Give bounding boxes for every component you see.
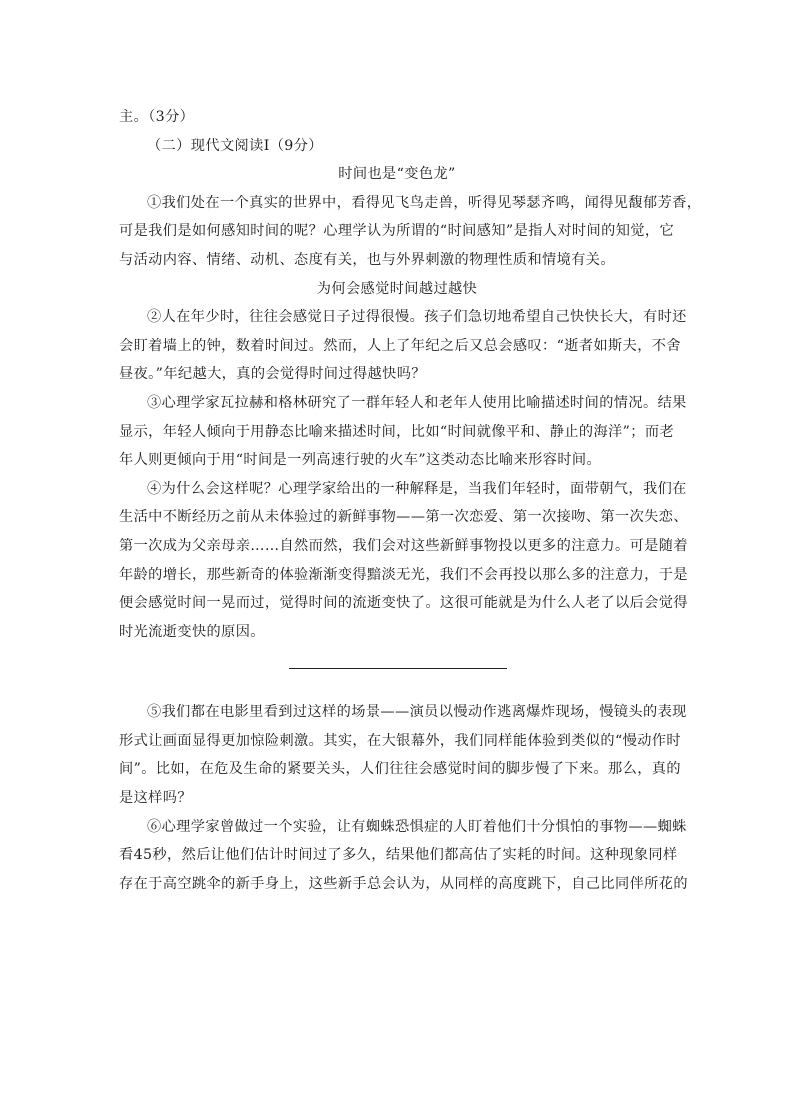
section-heading: （二）现代文阅读Ⅰ（9分） <box>147 137 323 154</box>
article-title: 时间也是“变色龙” <box>338 166 456 183</box>
blank-underline <box>289 668 507 669</box>
previous-question-tail: 主。（3分） <box>119 109 195 125</box>
paragraph-3-line-3: 年人则更倾向于用“时间是一列高速行驶的火车”这类动态比喻来形容时间。 <box>119 452 602 469</box>
paragraph-5-line-3: 间”。比如，在危及生命的紧要关头，人们往往会感觉时间的脚步慢了下来。那么，真的 <box>119 761 681 778</box>
paragraph-6-line-1: ⑥心理学家曾做过一个实验，让有蜘蛛恐惧症的人盯着他们十分惧怕的事物——蜘蛛 <box>147 818 687 835</box>
paragraph-2-line-2: 会盯着墙上的钟，数着时间过。然而，人上了年纪之后又总会感叹：“逝者如斯夫，不舍 <box>119 337 681 354</box>
paragraph-4-line-4: 年龄的增长，那些新奇的体验渐渐变得黯淡无光，我们不会再投以那么多的注意力，于是 <box>119 566 688 583</box>
paragraph-3-line-2: 显示，年轻人倾向于用静态比喻来描述时间，比如“时间就像平和、静止的海洋”；而老 <box>119 423 675 440</box>
paragraph-1-line-1: ①我们处在一个真实的世界中，看得见飞鸟走兽，听得见琴瑟齐鸣，闻得见馥郁芳香， <box>147 194 702 211</box>
paragraph-4-line-1: ④为什么会这样呢？心理学家给出的一种解释是，当我们年轻时，面带朝气，我们在 <box>147 480 687 497</box>
paragraph-1-line-2: 可是我们是如何感知时间的呢？心理学认为所谓的“时间感知”是指人对时间的知觉，它 <box>119 223 675 240</box>
paragraph-6-line-3: 存在于高空跳伞的新手身上，这些新手总会认为，从同样的高度跳下，自己比同伴所花的 <box>119 875 688 892</box>
paragraph-1-line-3: 与活动内容、情绪、动机、态度有关，也与外界刺激的物理性质和情境有关。 <box>119 251 615 268</box>
paragraph-4-line-3: 第一次成为父亲母亲……自然而然，我们会对这些新鲜事物投以更多的注意力。可是随着 <box>119 537 688 554</box>
paragraph-4-line-5: 便会感觉时间一晃而过，觉得时间的流逝变快了。这很可能就是为什么人老了以后会觉得 <box>119 595 688 612</box>
paragraph-2-line-1: ②人在年少时，往往会感觉日子过得很慢。孩子们急切地希望自己快快长大，有时还 <box>147 309 687 326</box>
document-body <box>119 103 702 898</box>
paragraph-6-line-2: 看45秒，然后让他们估计时间过了多久，结果他们都高估了实耗的时间。这种现象同样 <box>119 847 678 864</box>
paragraph-3-line-1: ③心理学家瓦拉赫和格林研究了一群年轻人和老年人使用比喻描述时间的情况。结果 <box>147 394 687 411</box>
paragraph-2-line-3: 昼夜。”年纪越大，真的会觉得时间过得越快吗？ <box>119 366 426 383</box>
paragraph-4-line-6: 时光流逝变快的原因。 <box>119 623 265 640</box>
fill-in-blank <box>119 646 675 698</box>
paragraph-5-line-2: 形式让画面显得更加惊险刺激。其实，在大银幕外，我们同样能体验到类似的“慢动作时 <box>119 732 681 749</box>
paragraph-4-line-2: 生活中不断经历之前从未体验过的新鲜事物——第一次恋爱、第一次接吻、第一次失恋、 <box>119 509 688 526</box>
paragraph-5-line-4: 是这样吗？ <box>119 790 192 807</box>
paragraph-5-line-1: ⑤我们都在电影里看到过这样的场景——演员以慢动作逃离爆炸现场，慢镜头的表现 <box>147 704 687 721</box>
article-subtitle: 为何会感觉时间越过越快 <box>316 280 478 297</box>
